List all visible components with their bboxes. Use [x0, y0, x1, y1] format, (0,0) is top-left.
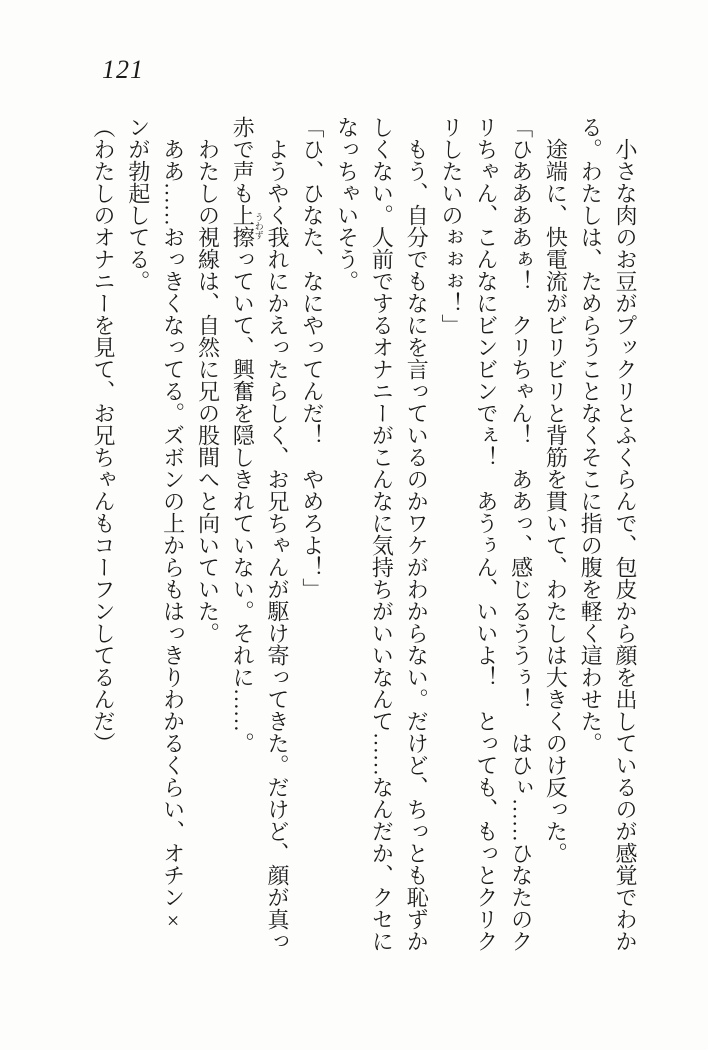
body-text	[84, 116, 642, 952]
paragraph-9-parenthetical	[85, 116, 120, 952]
paragraph-7	[190, 116, 225, 952]
paragraph-8	[120, 116, 190, 952]
paragraph-text: わたしの視線は、自然に兄の股間へと向いていた。	[195, 116, 221, 644]
paragraph-2	[538, 116, 573, 952]
paragraph-5-dialogue	[294, 116, 329, 952]
paragraph-text: ああ……おっきくなってる。ズボンの上からもはっきりわかるくらい、オチン×ンが勃起してる。	[125, 116, 186, 933]
paragraph-4	[329, 116, 433, 952]
ruby-annotation	[230, 204, 264, 248]
paragraph-text: もう、自分でもなにを言っているのかワケがわからない。だけど、ちっとも恥ずかしくない。人前でするオナニーがこんなに気持ちがいいなんて……なんだか、クセになっちゃいそう。	[334, 116, 430, 952]
paragraph-1	[572, 116, 642, 952]
paragraph-text: 途端に、快電流がビリビリと背筋を貫いて、わたしは大きくのけ反った。	[543, 116, 569, 864]
paragraph-text: ようやく我れにかえったらしく、お兄ちゃんが駆け寄ってきた。だけど、顔が真っ赤で声も	[230, 116, 291, 952]
ruby-furigana-text: うわず	[253, 204, 264, 248]
paragraph-text: （わたしのオナニーを見て、お兄ちゃんもコーフンしてるんだ）	[91, 116, 117, 754]
paragraph-text: 小さな肉のお豆がプックリとふくらんで、包皮から顔を出しているのが感覚でわかる。わたしは、ためらうことなくそこに指の腹を軽く這わせた。	[578, 116, 638, 952]
ruby-base-text: 上擦	[230, 204, 256, 248]
paragraph-3-dialogue	[433, 116, 537, 952]
paragraph-text: 「ひああああぁ！ クリちゃん！ ああっ、感じるううぅ！ はひぃ……ひなたのクリちゃん、こんなにビンビンでぇ！ あうぅん、いいよ！ とっても、もっとクリクリしたいのぉぉぉ！」	[439, 116, 534, 952]
page-number: 121	[102, 55, 144, 84]
paragraph-6	[224, 116, 294, 952]
paragraph-text: っていて、興奮を隠しきれていない。それに……。	[230, 248, 256, 754]
paragraph-text: 「ひ、ひなた、なにやってんだ！ やめろよ！」	[299, 116, 325, 600]
